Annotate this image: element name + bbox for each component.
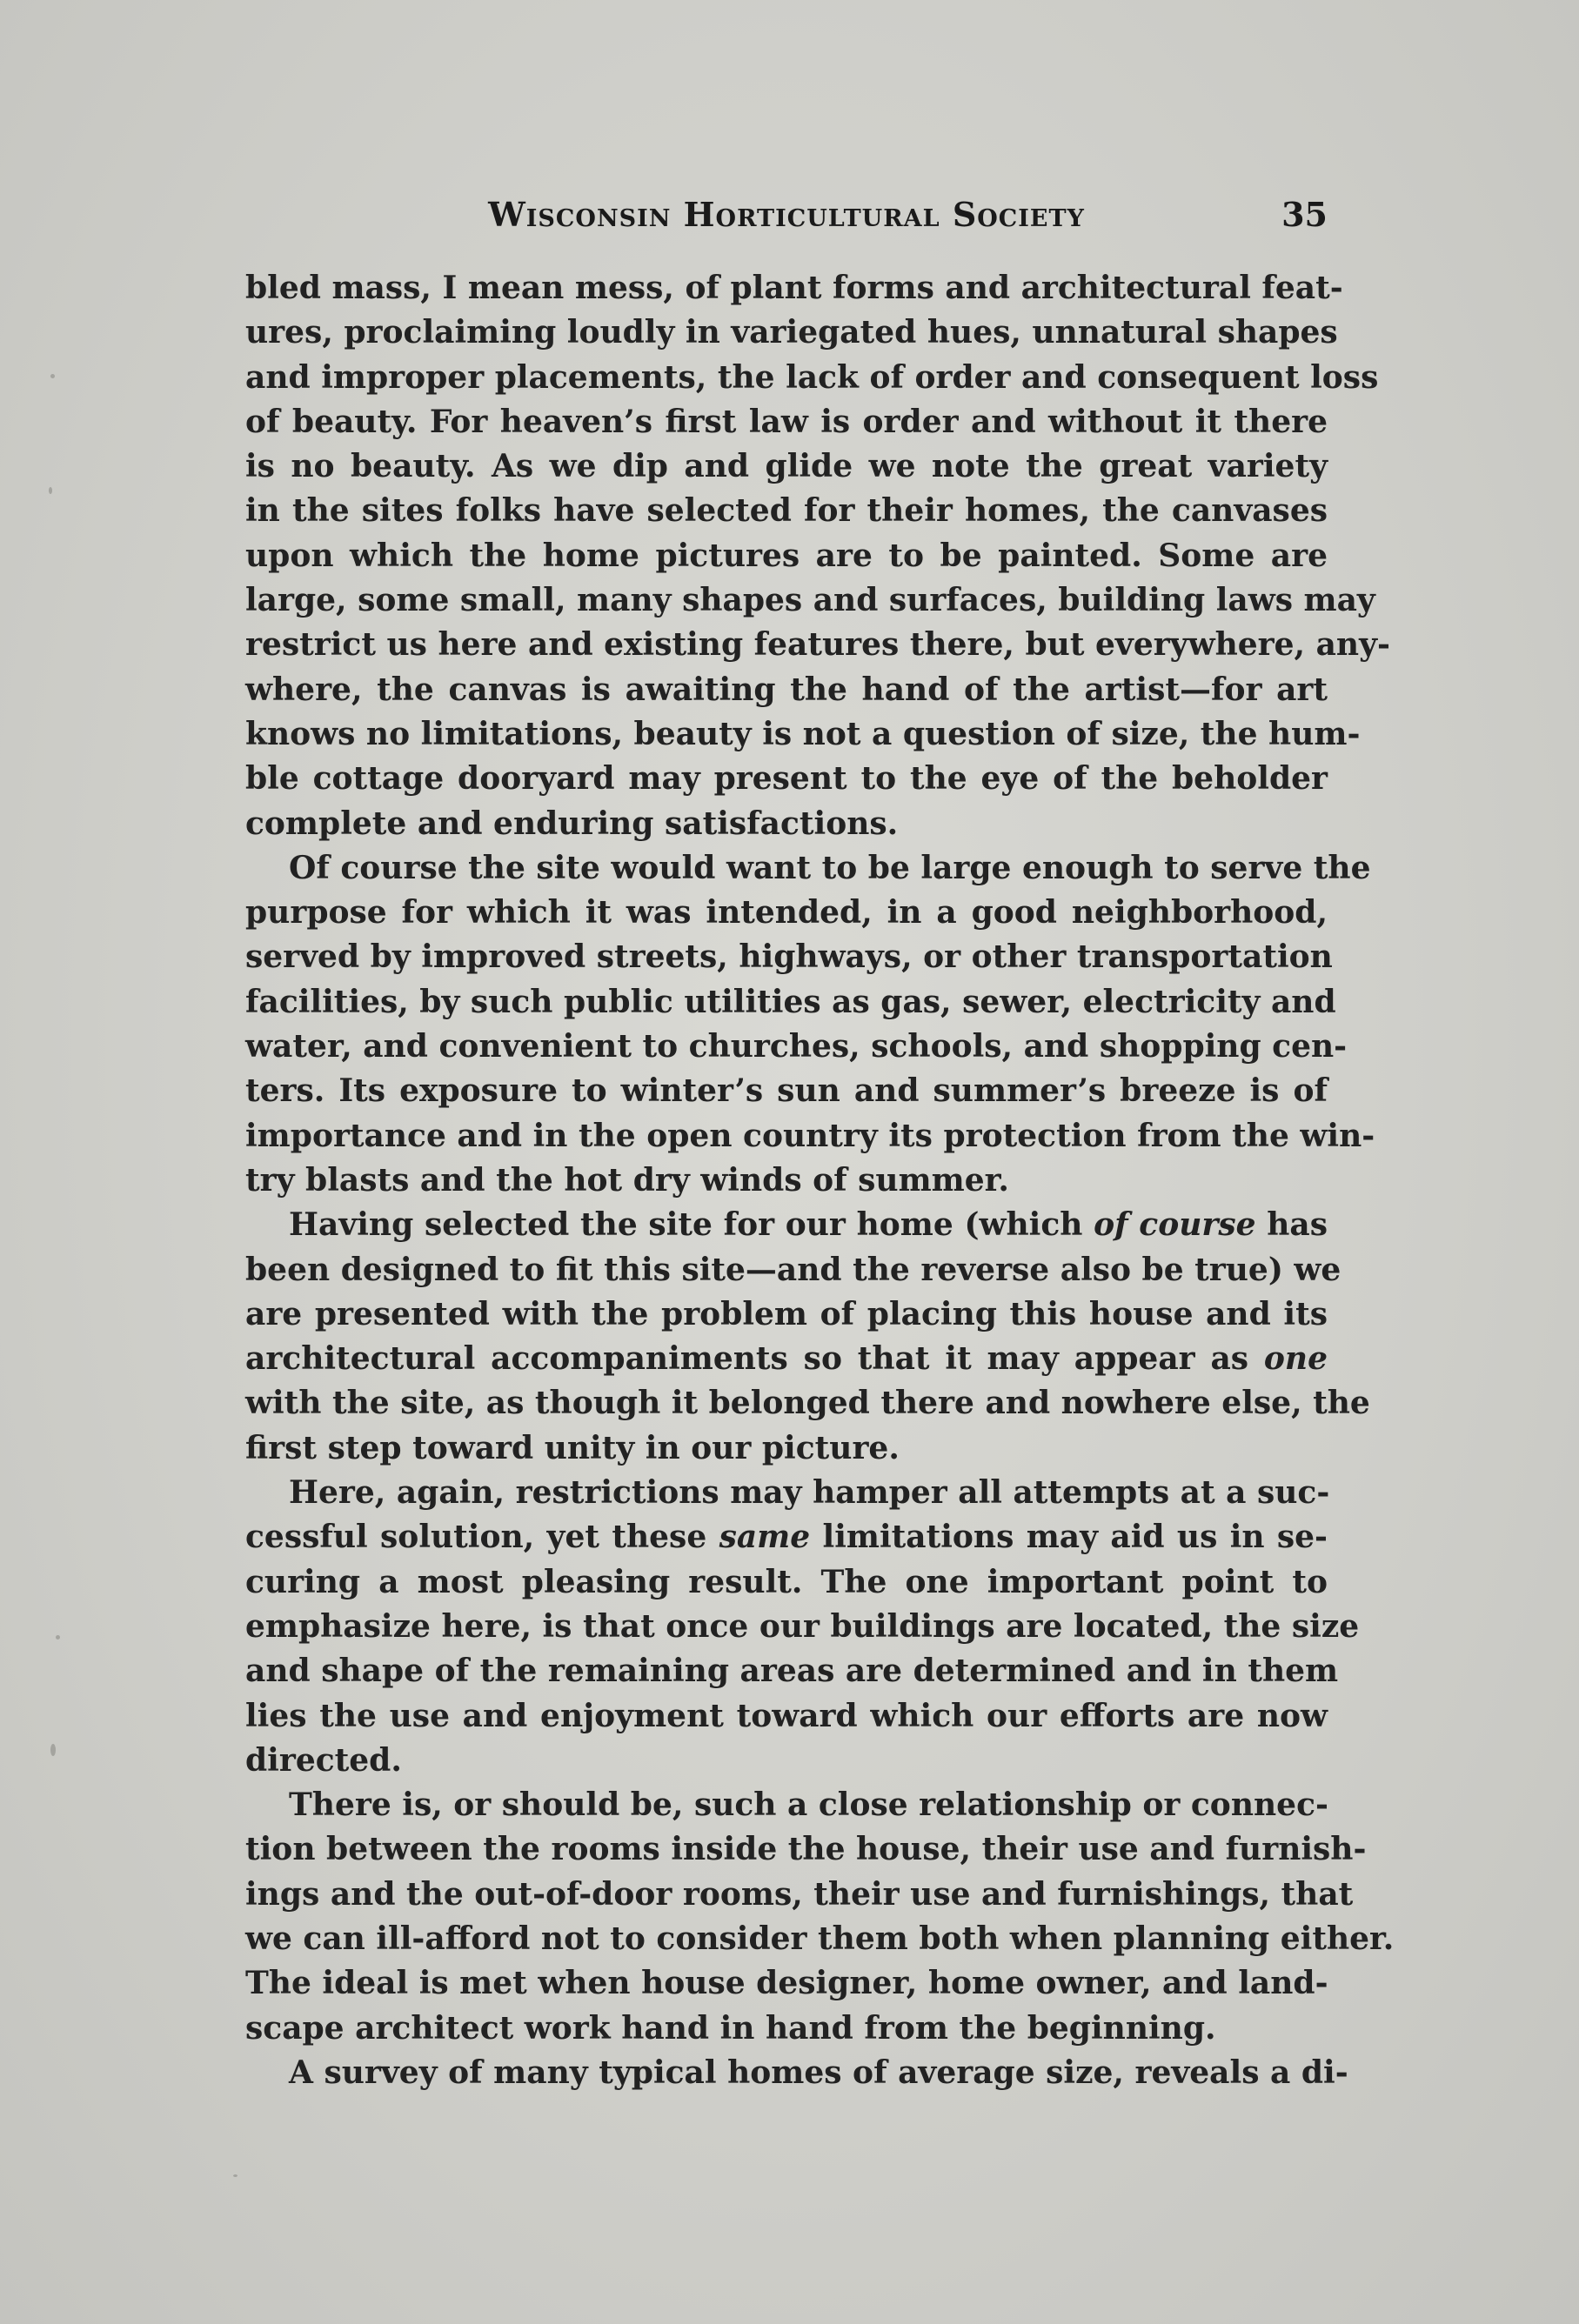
text-line: Here, again, restrictions may hamper all attempts at a suc- (289, 1474, 1330, 1512)
text-line: in the sites folks have selected for their homes, the canvases (245, 492, 1328, 530)
text-line: been designed to fit this site—and the reverse also be true) we (245, 1251, 1341, 1288)
text-line: where, the canvas is awaiting the hand of the artist—for art (245, 671, 1328, 708)
text-line: try blasts and the hot dry winds of summer. (245, 1161, 1009, 1199)
text-segment: architectural accompaniments so that it may appear as (245, 1340, 1264, 1378)
italic-phrase: of course (1094, 1206, 1256, 1244)
text-line: large, some small, many shapes and surfaces, building laws may (245, 582, 1375, 619)
italic-phrase: one (1263, 1340, 1328, 1378)
text-line: complete and enduring satisfactions. (245, 805, 899, 842)
text-line: we can ill-afford not to consider them both when planning either. (245, 1920, 1395, 1957)
text-segment: cessful solution, yet these (245, 1519, 719, 1556)
text-line: and shape of the remaining areas are determined and in them (245, 1653, 1339, 1690)
text-line: ures, proclaiming loudly in variegated hues, unnatural shapes (245, 314, 1338, 351)
text-line: curing a most pleasing result. The one important point to (245, 1563, 1328, 1600)
scan-speck (50, 374, 55, 378)
italic-phrase: same (719, 1519, 811, 1556)
text-line: bled mass, I mean mess, of plant forms and architectural feat- (245, 270, 1343, 306)
text-line: with the site, as though it belonged there and nowhere else, the (245, 1385, 1370, 1422)
text-segment: Having selected the site for our home (which (289, 1206, 1094, 1244)
text-line: are presented with the problem of placing this house and its (245, 1295, 1328, 1332)
text-line: A survey of many typical homes of average size, reveals a di- (289, 2054, 1348, 2091)
text-line: Of course the site would want to be large enough to serve the (289, 849, 1371, 886)
scan-speck (49, 487, 52, 494)
text-line: first step toward unity in our picture. (245, 1429, 900, 1466)
text-segment: has (1255, 1206, 1328, 1244)
text-line: tion between the rooms inside the house, their use and furnish- (245, 1831, 1367, 1868)
text-line: upon which the home pictures are to be painted. Some are (245, 537, 1328, 574)
text-segment: limitations may aid us in se- (810, 1519, 1328, 1556)
text-line: purpose for which it was intended, in a good neighborhood, (245, 894, 1328, 932)
body-text (245, 266, 1395, 2095)
text-line: served by improved streets, highways, or other transportation (245, 938, 1333, 976)
scan-speck (56, 1635, 60, 1639)
text-line: There is, or should be, such a close relationship or connec- (289, 1786, 1328, 1824)
text-line (245, 1515, 1328, 1559)
text-line: The ideal is met when house designer, home owner, and land- (245, 1965, 1328, 2002)
text-line: of beauty. For heaven’s first law is order and without it there (245, 403, 1328, 440)
scan-speck (233, 2174, 238, 2177)
text-line: water, and convenient to churches, schools, and shopping cen- (245, 1028, 1348, 1065)
text-line: is no beauty. As we dip and glide we note the great variety (245, 448, 1328, 485)
text-line: importance and in the open country its protection from the win- (245, 1117, 1375, 1154)
page-number: 35 (1281, 195, 1328, 234)
running-header (245, 188, 1328, 240)
text-line: ters. Its exposure to winter’s sun and summer’s breeze is of (245, 1072, 1328, 1110)
text-line: restrict us here and existing features there, but everywhere, any- (245, 626, 1390, 664)
text-line: emphasize here, is that once our buildings are located, the size (245, 1607, 1360, 1645)
text-line: directed. (245, 1741, 402, 1779)
text-line: and improper placements, the lack of order and consequent loss (245, 358, 1379, 396)
text-line: knows no limitations, beauty is not a question of size, the hum- (245, 715, 1361, 752)
text-line (245, 1337, 1328, 1381)
text-line (245, 1203, 1328, 1247)
header-title: Wisconsin Horticultural Society (488, 195, 1085, 234)
text-line: facilities, by such public utilities as gas, sewer, electricity and (245, 983, 1336, 1020)
scan-speck (50, 1744, 56, 1756)
text-line: ble cottage dooryard may present to the eye of the beholder (245, 760, 1328, 798)
text-line: scape architect work hand in hand from the beginning. (245, 2009, 1216, 2047)
text-line: lies the use and enjoyment toward which our efforts are now (245, 1697, 1328, 1734)
text-line: ings and the out-of-door rooms, their use and furnishings, that (245, 1875, 1354, 1913)
